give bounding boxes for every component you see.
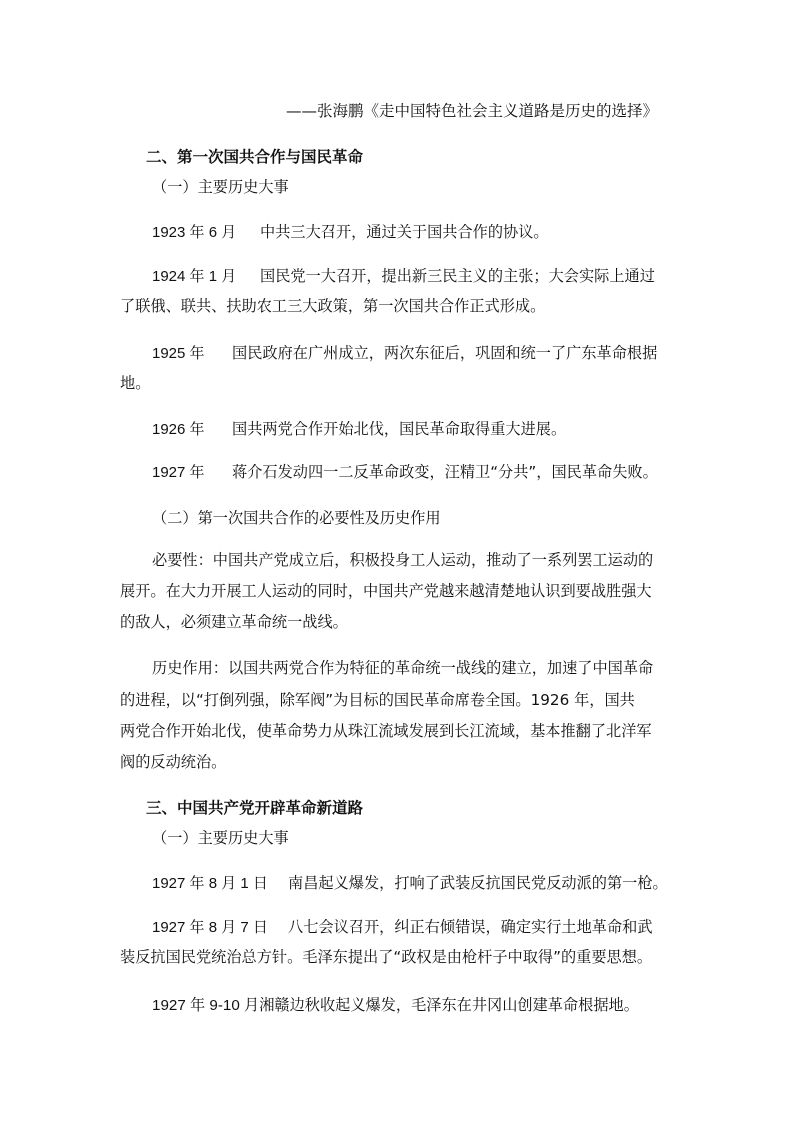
event-text-continuation: 装反抗国民党统治总方针。毛泽东提出了“政权是由枪杆子中取得”的重要思想。 xyxy=(120,948,653,966)
subsection-title-2-2: （二）第一次国共合作的必要性及历史作用 xyxy=(152,509,441,527)
event-text: 国民党一大召开，提出新三民主义的主张；大会实际上通过 xyxy=(260,267,655,285)
event-text: 蒋介石发动四一二反革命政变，汪精卫“分共”，国民革命失败。 xyxy=(232,463,658,481)
event-item xyxy=(152,994,712,1017)
section-title-3: 三、中国共产党开辟革命新道路 xyxy=(146,799,364,817)
attribution: ——张海鹏《走中国特色社会主义道路是历史的选择》 xyxy=(286,102,659,120)
event-text: 国民政府在广州成立，两次东征后，巩固和统一了广东革命根据 xyxy=(232,344,658,362)
event-date: 1927 年 8 月 7 日 xyxy=(152,919,268,936)
event-date: 1923 年 6 月 xyxy=(152,224,237,241)
event-item xyxy=(152,221,712,244)
event-item xyxy=(152,872,712,895)
event-text-continuation: 了联俄、联共、扶助农工三大政策，第一次国共合作正式形成。 xyxy=(120,297,546,315)
paragraph-line: 阀的反动统治。 xyxy=(120,753,227,771)
event-date: 1927 年 9-10 月 xyxy=(152,997,260,1014)
paragraph-line: 必要性：中国共产党成立后，积极投身工人运动，推动了一系列罢工运动的 xyxy=(152,551,654,569)
subsection-title-2-1: （一）主要历史大事 xyxy=(152,178,289,196)
event-item xyxy=(152,916,712,939)
event-text: 八七会议召开，纠正右倾错误，确定实行土地革命和武 xyxy=(288,918,653,936)
event-item xyxy=(152,461,712,484)
paragraph-line: 的进程，以“打倒列强，除军阀”为目标的国民革命席卷全国。1926 年，国共 xyxy=(120,691,635,709)
event-date: 1925 年 xyxy=(152,345,205,362)
event-item xyxy=(152,342,712,365)
event-text: 南昌起义爆发，打响了武装反抗国民党反动派的第一枪。 xyxy=(288,874,668,892)
event-item xyxy=(152,418,712,441)
paragraph-line: 的敌人，必须建立革命统一战线。 xyxy=(120,613,348,631)
section-title-2: 二、第一次国共合作与国民革命 xyxy=(146,148,364,166)
event-text: 国共两党合作开始北伐，国民革命取得重大进展。 xyxy=(232,420,567,438)
event-date: 1927 年 xyxy=(152,464,205,481)
paragraph-line: 两党合作开始北伐，使革命势力从珠江流域发展到长江流域，基本推翻了北洋军 xyxy=(120,722,652,740)
event-date: 1924 年 1 月 xyxy=(152,268,237,285)
event-text: 湘赣边秋收起义爆发，毛泽东在井冈山创建革命根据地。 xyxy=(259,996,639,1014)
event-text: 中共三大召开，通过关于国共合作的协议。 xyxy=(260,223,549,241)
paragraph-line: 历史作用：以国共两党合作为特征的革命统一战线的建立，加速了中国革命 xyxy=(152,659,654,677)
paragraph-line: 展开。在大力开展工人运动的同时，中国共产党越来越清楚地认识到要战胜强大 xyxy=(120,582,652,600)
event-date: 1926 年 xyxy=(152,421,205,438)
event-item xyxy=(152,265,712,288)
event-date: 1927 年 8 月 1 日 xyxy=(152,875,268,892)
subsection-title-3-1: （一）主要历史大事 xyxy=(152,829,289,847)
event-text-continuation: 地。 xyxy=(120,374,151,392)
